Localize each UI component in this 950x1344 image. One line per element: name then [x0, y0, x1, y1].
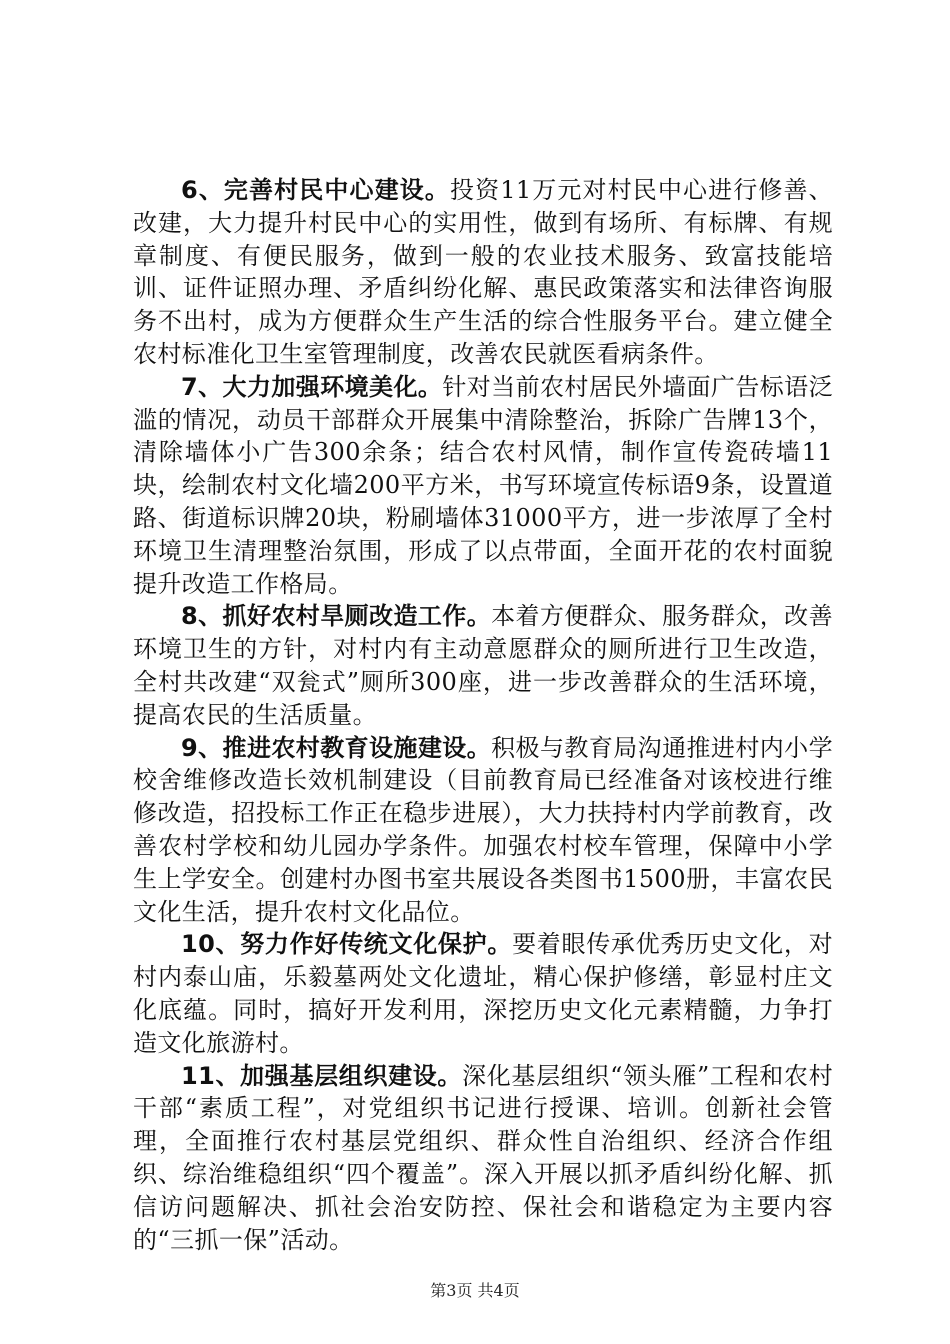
paragraph-text: 积极与教育局沟通推进村内小学校舍维修改造长效机制建设（目前教育局已经准备对该校进行维修改造，招投标工作正在稳步进展），大力扶持村内学前教育，改善农村学校和幼儿园办学条件。加强农村校车管理，保障中小学生上学安全。创建村办图书室共展设各类图书1500册，丰富农民文化生活，提升农村文化品位。	[133, 733, 833, 926]
paragraph-heading: 8、抓好农村旱厕改造工作。	[181, 602, 492, 631]
paragraph-text: 深化基层组织“领头雁”工程和农村干部“素质工程”，对党组织书记进行授课、培训。创新社会管理，全面推行农村基层党组织、群众性自治组织、经济合作组织、综治维稳组织“四个覆盖”。深入开展以抓矛盾纠纷化解、抓信访问题解决、抓社会治安防控、保社会和谐稳定为主要内容的“三抓一保”活动。	[133, 1061, 833, 1254]
paragraph-7	[133, 371, 833, 601]
document-body	[133, 174, 833, 1256]
paragraph-heading: 10、努力作好传统文化保护。	[181, 930, 513, 959]
paragraph-heading: 11、加强基层组织建设。	[181, 1061, 463, 1090]
page-footer	[0, 1281, 950, 1301]
page-number-label: 第3页 共4页	[430, 1281, 520, 1300]
paragraph-heading: 7、大力加强环境美化。	[181, 372, 443, 401]
paragraph-heading: 6、完善村民中心建设。	[181, 176, 450, 204]
paragraph-8	[133, 600, 833, 731]
paragraph-11	[133, 1060, 833, 1257]
paragraph-9	[133, 732, 833, 929]
paragraph-text: 投资11万元对村民中心进行修善、改建，大力提升村民中心的实用性，做到有场所、有标牌、有规章制度、有便民服务，做到一般的农业技术服务、致富技能培训、证件证照办理、矛盾纠纷化解、惠民政策落实和法律咨询服务不出村，成为方便群众生产生活的综合性服务平台。建立健全农村标准化卫生室管理制度，改善农民就医看病条件。	[133, 176, 833, 368]
paragraph-10	[133, 928, 833, 1059]
paragraph-text: 本着方便群众、服务群众，改善环境卫生的方针，对村内有主动意愿群众的厕所进行卫生改造，全村共改建“双瓮式”厕所300座，进一步改善群众的生活环境，提高农民的生活质量。	[133, 602, 833, 729]
paragraph-text: 要着眼传承优秀历史文化，对村内泰山庙，乐毅墓两处文化遗址，精心保护修缮，彰显村庄文化底蕴。同时，搞好开发利用，深挖历史文化元素精髓，力争打造文化旅游村。	[133, 930, 834, 1057]
paragraph-heading: 9、推进农村教育设施建设。	[181, 733, 492, 762]
paragraph-text: 针对当前农村居民外墙面广告标语泛滥的情况，动员干部群众开展集中清除整治，拆除广告牌13个，清除墙体小广告300余条；结合农村风情，制作宣传瓷砖墙11块，绘制农村文化墙200平方米，书写环境宣传标语9条，设置道路、街道标识牌20块，粉刷墙体31000平方，进一步浓厚了全村环境卫生清理整治氛围，形成了以点带面，全面开花的农村面貌提升改造工作格局。	[133, 372, 833, 598]
paragraph-6	[133, 174, 833, 371]
